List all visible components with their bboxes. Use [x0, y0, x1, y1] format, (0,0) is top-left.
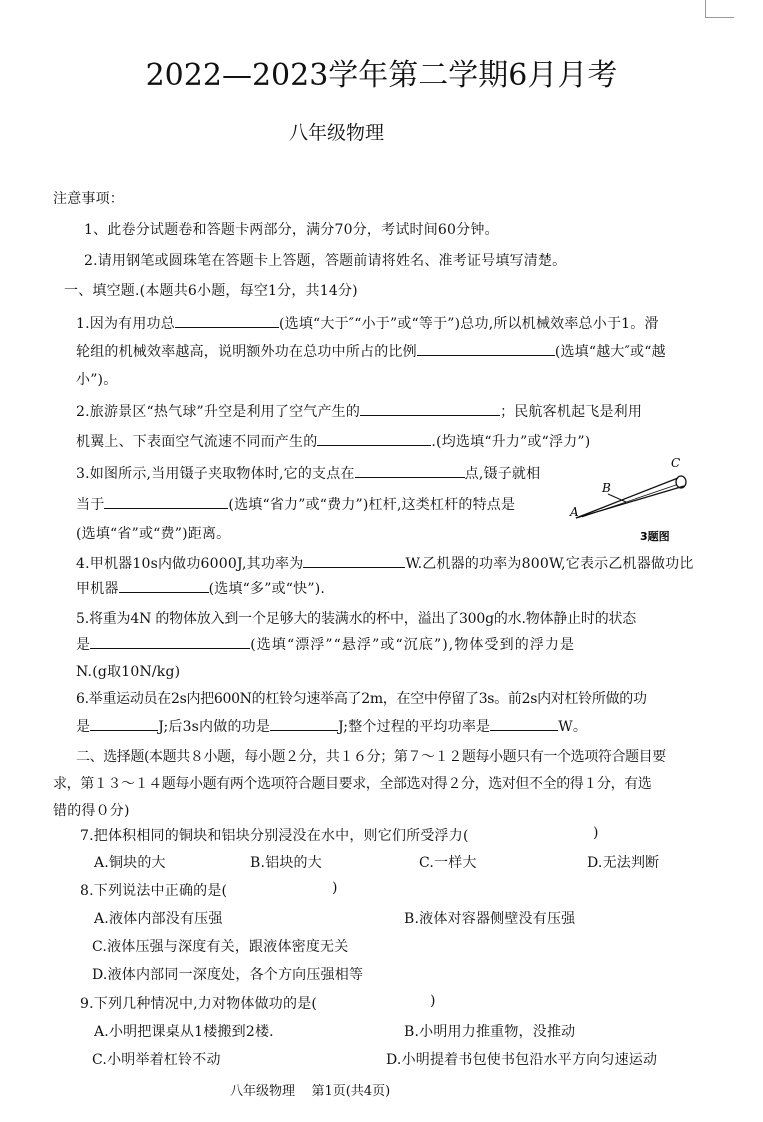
section2-heading-line-3: 错的得０分) — [53, 803, 130, 819]
exam-title: 2022—2023学年第二学期6月月考 — [145, 58, 618, 93]
question-7-option-a: A.铜块的大 — [94, 855, 166, 871]
question-text: (选填“省力”或“费力”)杠杆,这类杠杆的特点是 — [228, 497, 516, 513]
question-text: 是 — [76, 719, 91, 735]
tweezers-upper-arm — [576, 478, 678, 518]
question-8-stem: 8.下列说法中正确的是( — [80, 883, 228, 899]
question-text: (选填“大于″“小于”或“等于”)总功,所以机械效率总小于1。滑 — [278, 316, 659, 332]
answer-blank[interactable] — [355, 463, 465, 478]
question-text: (选填“越大″或“越 — [554, 344, 666, 360]
question-7-option-b: B.铝块的大 — [250, 855, 322, 871]
question-8-option-b: B.液体对容器侧壁没有压强 — [404, 911, 576, 927]
question-text: ；民航客机起飞是利用 — [500, 404, 643, 420]
answer-blank[interactable] — [360, 401, 500, 416]
question-7-close-paren: ) — [593, 825, 599, 841]
answer-blank[interactable] — [417, 341, 555, 356]
note-item-1: 1、此卷分试题卷和答题卡两部分，满分70分，考试时间60分钟。 — [84, 222, 499, 238]
notes-heading: 注意事项： — [53, 191, 124, 207]
question-text: 2.旅游景区“热气球”升空是利用了空气产生的 — [76, 404, 361, 420]
question-4-line-1 — [76, 553, 694, 573]
section2-heading-line-1: 二、选择题(本题共８小题，每小题２分，共１６分；第７～１２题每小题只有一个选项符合题目要 — [76, 749, 666, 765]
question-1-line-1 — [76, 313, 659, 333]
question-5-line-2 — [76, 634, 575, 654]
label-b: B — [602, 481, 611, 495]
question-8-option-c: C.液体压强与深度有关，跟液体密度无关 — [92, 939, 349, 955]
exam-subtitle: 八年级物理 — [288, 122, 384, 144]
question-text: (选填“漂浮”“悬浮”或“沉底”),物体受到的浮力是 — [250, 637, 576, 653]
label-b-pointer — [608, 494, 626, 502]
question-6-line-2 — [76, 716, 587, 736]
question-9-option-b: B.小明用力推重物，没推动 — [404, 1024, 576, 1040]
answer-blank[interactable] — [490, 716, 558, 731]
section1-heading: 一、填空题.(本题共6小题，每空1分，共14分) — [64, 283, 358, 299]
question-text: 轮组的机械效率越高，说明额外功在总功中所占的比例 — [76, 344, 417, 360]
question-text: W。 — [558, 719, 588, 735]
answer-blank[interactable] — [175, 313, 279, 328]
question-text: 1.因为有用功总 — [76, 316, 175, 332]
question-text: 机翼上、下表面空气流速不同而产生的 — [76, 434, 318, 450]
question-text: 点,镊子就相 — [464, 466, 541, 482]
question-text: J;整个过程的平均功率是 — [338, 719, 491, 735]
question-9-option-c: C.小明举着杠铃不动 — [92, 1052, 221, 1068]
figure-caption: 3题图 — [640, 530, 670, 543]
answer-blank[interactable] — [104, 494, 228, 509]
question-text: J;后3s内做的功是 — [158, 719, 271, 735]
question-3-line-1 — [76, 463, 540, 483]
question-text: (选填“多”或“快”). — [208, 581, 326, 597]
page-corner-mark — [705, 0, 734, 18]
question-9-option-a: A.小明把课桌从1楼搬到2楼. — [94, 1024, 274, 1040]
question-text: .(均选填“升力”或“浮力”) — [431, 434, 591, 450]
label-c: C — [671, 456, 681, 470]
answer-blank[interactable] — [317, 431, 431, 446]
question-text: 4.甲机器10s内做功6000J,其功率为 — [76, 556, 304, 572]
question-7-option-d: D.无法判断 — [587, 855, 660, 871]
section2-heading-line-2: 求，第１３～１４题每小题有两个选项符合题目要求，全部选对得２分，选对但不全的得１分，有选 — [53, 776, 652, 792]
question-8-option-a: A.液体内部没有压强 — [94, 911, 223, 927]
question-text: 是 — [76, 637, 91, 653]
question-8-option-d: D.液体内部同一深度处，各个方向压强相等 — [92, 967, 364, 983]
question-text: W.乙机器的功率为800W,它表示乙机器做功比 — [405, 556, 694, 572]
question-text: 当于 — [76, 497, 105, 513]
question-2-line-1 — [76, 401, 642, 421]
label-a: A — [570, 505, 579, 519]
question-2-line-2 — [76, 431, 590, 451]
question-1-line-2 — [76, 341, 666, 361]
answer-blank[interactable] — [270, 716, 338, 731]
question-9-stem: 9.下列几种情况中,力对物体做功的是( — [80, 996, 318, 1012]
question-text: 甲机器 — [76, 581, 119, 597]
question-7-option-c: C.一样大 — [419, 855, 477, 871]
question-5-line-3: N.(g取10N/kg) — [76, 664, 181, 680]
question-1-line-3: 小”)。 — [76, 372, 118, 388]
question-7-stem: 7.把体积相同的铜块和铝块分别浸没在水中，则它们所受浮力( — [80, 828, 469, 844]
question-6-line-1: 6.举重运动员在2s内把600N的杠铃匀速举高了2m，在空中停留了3s。前2s内对杠铃所做的功 — [76, 691, 647, 707]
question-9-close-paren: ) — [430, 993, 436, 1009]
note-item-2: 2.请用钢笔或圆珠笔在答题卡上答题，答题前请将姓名、准考证号填写清楚。 — [84, 253, 567, 269]
question-4-line-2 — [76, 578, 325, 598]
tweezers-pivot-end — [676, 476, 686, 488]
answer-blank[interactable] — [90, 716, 158, 731]
answer-blank[interactable] — [119, 578, 209, 593]
tweezers-figure — [568, 456, 692, 546]
question-5-line-1: 5.将重为4N 的物体放入到一个足够大的装满水的杯中，溢出了300g的水.物体静止时的状态 — [76, 611, 637, 627]
page-footer: 八年级物理 第1页(共4页) — [230, 1084, 391, 1099]
answer-blank[interactable] — [90, 634, 250, 649]
question-8-close-paren: ) — [332, 880, 338, 896]
question-text: 3.如图所示,当用镊子夹取物体时,它的支点在 — [76, 466, 355, 482]
question-3-line-2 — [76, 494, 515, 514]
question-3-line-3: (选填“省”或“费”)距离。 — [76, 526, 231, 542]
question-9-option-d: D.小明提着书包使书包沿水平方向匀速运动 — [386, 1052, 658, 1068]
answer-blank[interactable] — [303, 553, 405, 568]
tweezers-inner-line — [582, 485, 676, 517]
